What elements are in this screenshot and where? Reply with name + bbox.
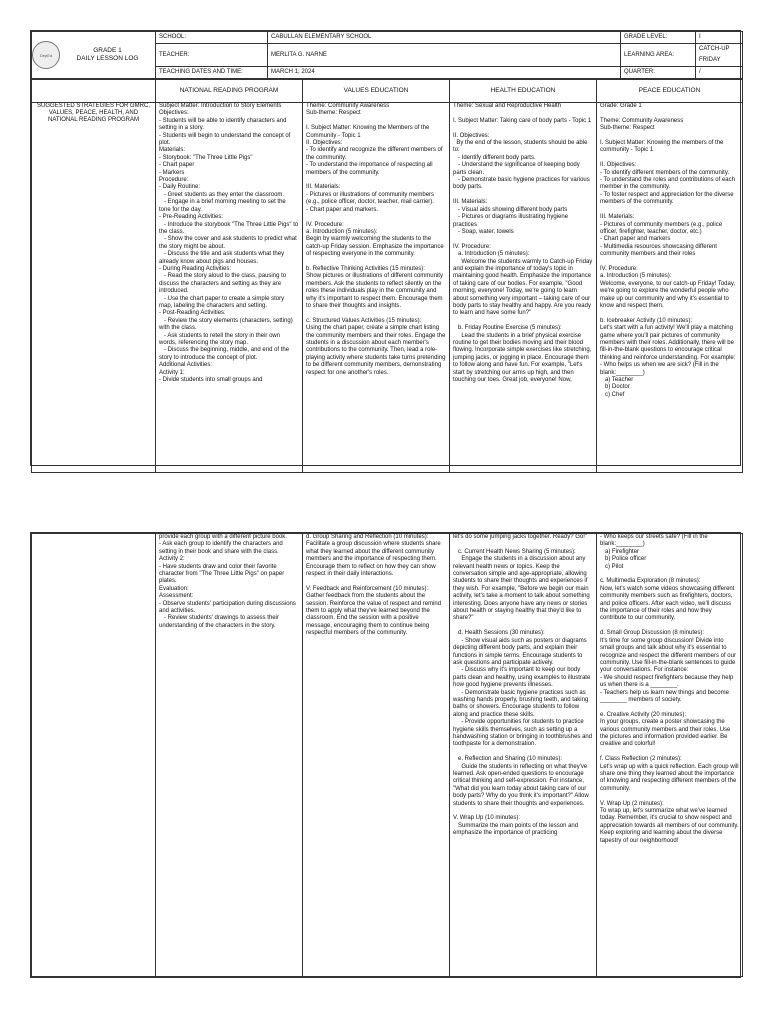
teacher-value: MERLITA G. NARNE	[268, 44, 621, 67]
health-content-p1: Theme: Sexual and Reproductive Health I. Subject Matter: Taking care of body parts - Topic 1 II. Objectives: By the end of the lesson, students should be able to: - Identify different body parts. - Understand the significance of keeping body parts clean. - Demonstrate basic hygiene practices for various body parts. III. Materials: - Visual aids showing different body parts - Pictures or diagrams illustrating hygiene practices - Soap, water, towels IV. Procedure: a. Introduction (5 minutes): Welcome the students warmly to Catch-up Friday and explain the importance of today's topic in maintaining good health. Emphasize the importance of taking care of our bodies. For example, "Good morning, everyone! Today, we're going to learn about something very important – taking care of our body parts to stay healthy and happy. Are you ready to learn and have some fun?" b. Friday Routine Exercise (5 minutes): Lead the students in a brief physical exercise routine to get their bodies moving and their blood flowing. Incorporate simple exercises like stretching, jumping jacks, or jogging in place. Encourage them to follow along and have fun. For example, "Let's start by stretching our arms up high, and then touching our toes. Great job, everyone! Now,	[450, 103, 597, 473]
quarter-label: QUARTER:	[621, 67, 696, 79]
column-header-health: HEALTH EDUCATION	[450, 80, 597, 103]
quarter-value: /	[696, 67, 743, 79]
school-value: CABULLAN ELEMENTARY SCHOOL	[268, 32, 621, 44]
dates-value: MARCH 1, 2024	[268, 67, 621, 79]
header-table	[31, 31, 743, 79]
strategies-label: SUGGESTED STRATEGIES FOR GMRC, VALUES, PEACE, HEALTH, AND NATIONAL READING PROGRAM	[32, 103, 156, 473]
teacher-label: TEACHER:	[156, 44, 268, 67]
dates-label: TEACHING DATES AND TIME:	[156, 67, 268, 79]
learning-area-value: CATCH-UP FRIDAY	[696, 44, 743, 67]
grade-level-value: I	[696, 32, 743, 44]
empty-corner	[32, 80, 156, 103]
health-content-p2: let's do some jumping jacks together. Ready? Go!" c. Current Health News Sharing (5 minutes): Engage the students in a discussion about any relevant health news or topics. Keep the conversation simple and age-appropriate, allowing students to share their thoughts and experiences if they wish. For example, "Before we begin our main activity, let's take a moment to talk about something interesting. Does anyone have any news or stories about health or staying healthy that they'd like to share?" d. Health Sessions (30 minutes): - Show visual aids such as posters or diagrams depicting different body parts, and explain their functions in simple terms. Encourage students to ask questions and participate actively. - Discuss why it's important to keep our body parts clean and healthy, using examples to illustrate how good hygiene prevents illnesses. - Demonstrate basic hygiene practices such as washing hands properly, brushing teeth, and taking baths or showers. Encourage students to follow along and practice these skills. - Provide opportunities for students to practice hygiene skills themselves, such as setting up a handwashing station or bringing in toothbrushes and toothpaste for a demonstration. e. Reflection and Sharing (10 minutes): Guide the students in reflecting on what they've learned. Ask open-ended questions to encourage critical thinking and self-expression. For instance, "What did you learn today about taking care of our body parts? Why do you think it's important?" Allow students to share their thoughts and experiences. V. Wrap Up (10 minutes): Summarize the main points of the lesson and emphasize the importance of practicing	[450, 534, 597, 977]
logo-text: DepEd	[39, 52, 53, 58]
peace-content-p1: Grade: Grade 1 Theme: Community Awareness Sub-theme: Respect I. Subject Matter: Knowing the members of the community - Topic 1 II. Objectives: - To identify different members of the community. - To understand the roles and contributions of each member in the community. - To foster respect and appreciation for the diverse members of the community. III. Materials: - Pictures of community members (e.g., police officer, firefighter, teacher, doctor, etc.) - Chart paper and markers - Multimedia resources showcasing different community members and their roles IV. Procedure: a. Introduction (5 minutes): Welcome, everyone, to our catch-up Friday! Today, we're going to explore the wonderful people who make up our community and why it's essential to know and respect them. b. Icebreaker Activity (10 minutes): Let's start with a fun activity! We'll play a matching game where you'll pair pictures of community members with their roles. Additionally, there will be fill-in-the-blank questions to encourage critical thinking and reinforce understanding. For example: - Who helps us when we are sick? (Fill in the blank:________) a) Teacher b) Doctor c) Chef	[597, 103, 743, 473]
reading-content-p2: provide each group with a different picture book. - Ask each group to identify the characters and setting in their book and share with the class. Activity 2: - Have students draw and color their favorite character from "The Three Little Pigs" on paper plates. Evaluation: Assessment: - Observe students' participation during discussions and activities. - Review students' drawings to assess their understanding of the characters in the story.	[156, 534, 303, 977]
logo-title-cell	[32, 32, 156, 79]
values-content-p2: d. Group Sharing and Reflection (10 minutes): Facilitate a group discussion where students share what they learned about the different community members and the importance of respecting them. Encourage them to reflect on how they can show respect in their daily interactions. V. Feedback and Reinforcement (10 minutes): Gather feedback from the students about the session. Reinforce the value of respect and remind them to apply what they've learned beyond the classroom. End the session with a positive message, encouraging them to continue being respectful members of the community.	[303, 534, 450, 977]
grade-title: GRADE 1	[93, 47, 122, 54]
page-2	[30, 532, 741, 978]
log-title: DAILY LESSON LOG	[76, 55, 139, 62]
school-label: SCHOOL:	[156, 32, 268, 44]
empty-side-cell	[32, 534, 156, 977]
column-header-values: VALUES EDUCATION	[303, 80, 450, 103]
values-content-p1: Theme: Community Awareness Sub-theme: Respect I. Subject Matter: Knowing the Members of the Community - Topic 1 II. Objectives: - To identify and recognize the different members of the community. - To understand the importance of respecting all members of the community. III. Materials: - Pictures or illustrations of community members (e.g., police officer, doctor, teacher, mail carrier). - Chart paper and markers. IV. Procedure: a. Introduction (5 minutes): Begin by warmly welcoming the students to the catch-up Friday session. Emphasize the importance of respecting everyone in the community. b. Reflective Thinking Activities (15 minutes): Show pictures or illustrations of different community members. Ask the students to reflect silently on the roles these individuals play in the community and why it's important to respect them. Encourage them to share their thoughts and insights. c. Structured Values Activities (15 minutes): Using the chart paper, create a simple chart listing the community members and their roles. Engage the students in a discussion about each member's contributions to the community. Then, lead a role-playing activity where students take turns pretending to be different community members, demonstrating respect for one another's roles.	[303, 103, 450, 473]
reading-content-p1: Subject Matter: Introduction to Story Elements Objectives: - Students will be able to identify characters and setting in a story. - Students will begin to understand the concept of plot. Materials: - Storybook: "The Three Little Pigs" - Chart paper - Markers Procedure: - Daily Routine: - Greet students as they enter the classroom. - Engage in a brief morning meeting to set the tone for the day. - Pre-Reading Activities: - Introduce the storybook "The Three Little Pigs" to the class. - Show the cover and ask students to predict what the story might be about. - Discuss the title and ask students what they already know about pigs and houses. - During Reading Activities: - Read the story aloud to the class, pausing to discuss the characters and setting as they are introduced. - Use the chart paper to create a simple story map, labeling the characters and setting. - Post-Reading Activities: - Review the story elements (characters, setting) with the class. - Ask students to retell the story in their own words, referencing the story map. - Discuss the beginning, middle, and end of the story to introduce the concept of plot. Additional Activities: Activity 1: - Divide students into small groups and	[156, 103, 303, 473]
lesson-table-page-1	[31, 79, 743, 473]
peace-content-p2: - Who keeps our streets safe? (Fill in the blank:________) a) Firefighter b) Police officer c) Pilot c. Multimedia Exploration (8 minutes): Now, let's watch some videos showcasing different community members such as firefighters, doctors, and police officers. After each video, we'll discuss the importance of their roles and how they contribute to our community. d. Small Group Discussion (8 minutes): It's time for some group discussion! Divide into small groups and talk about why it's essential to recognize and respect the different members of our community. Use fill-in-the-blank sentences to guide your conversations. For instance: - We should respect firefighters because they help us when there is a ________. - Teachers help us learn new things and become ________ members of society. e. Creative Activity (20 minutes): In your groups, create a poster showcasing the various community members and their roles. Use the pictures and information provided earlier. Be creative and colorful! f. Class Reflection (2 minutes): Let's wrap up with a quick reflection. Each group will share one thing they learned about the importance of knowing and respecting different members of the community. V. Wrap Up (2 minutes): To wrap up, let's summarize what we've learned today. Remember, it's crucial to show respect and appreciation towards all members of our community. Keep exploring and learning about the diverse tapestry of our neighborhood!	[597, 534, 743, 977]
column-header-reading: NATIONAL READING PROGRAM	[156, 80, 303, 103]
lesson-table-page-2	[31, 533, 743, 977]
page-1	[30, 30, 741, 466]
column-header-peace: PEACE EDUCATION	[597, 80, 743, 103]
deped-seal-logo	[32, 41, 60, 69]
learning-area-label: LEARNING AREA:	[621, 44, 696, 67]
grade-level-label: GRADE LEVEL:	[621, 32, 696, 44]
